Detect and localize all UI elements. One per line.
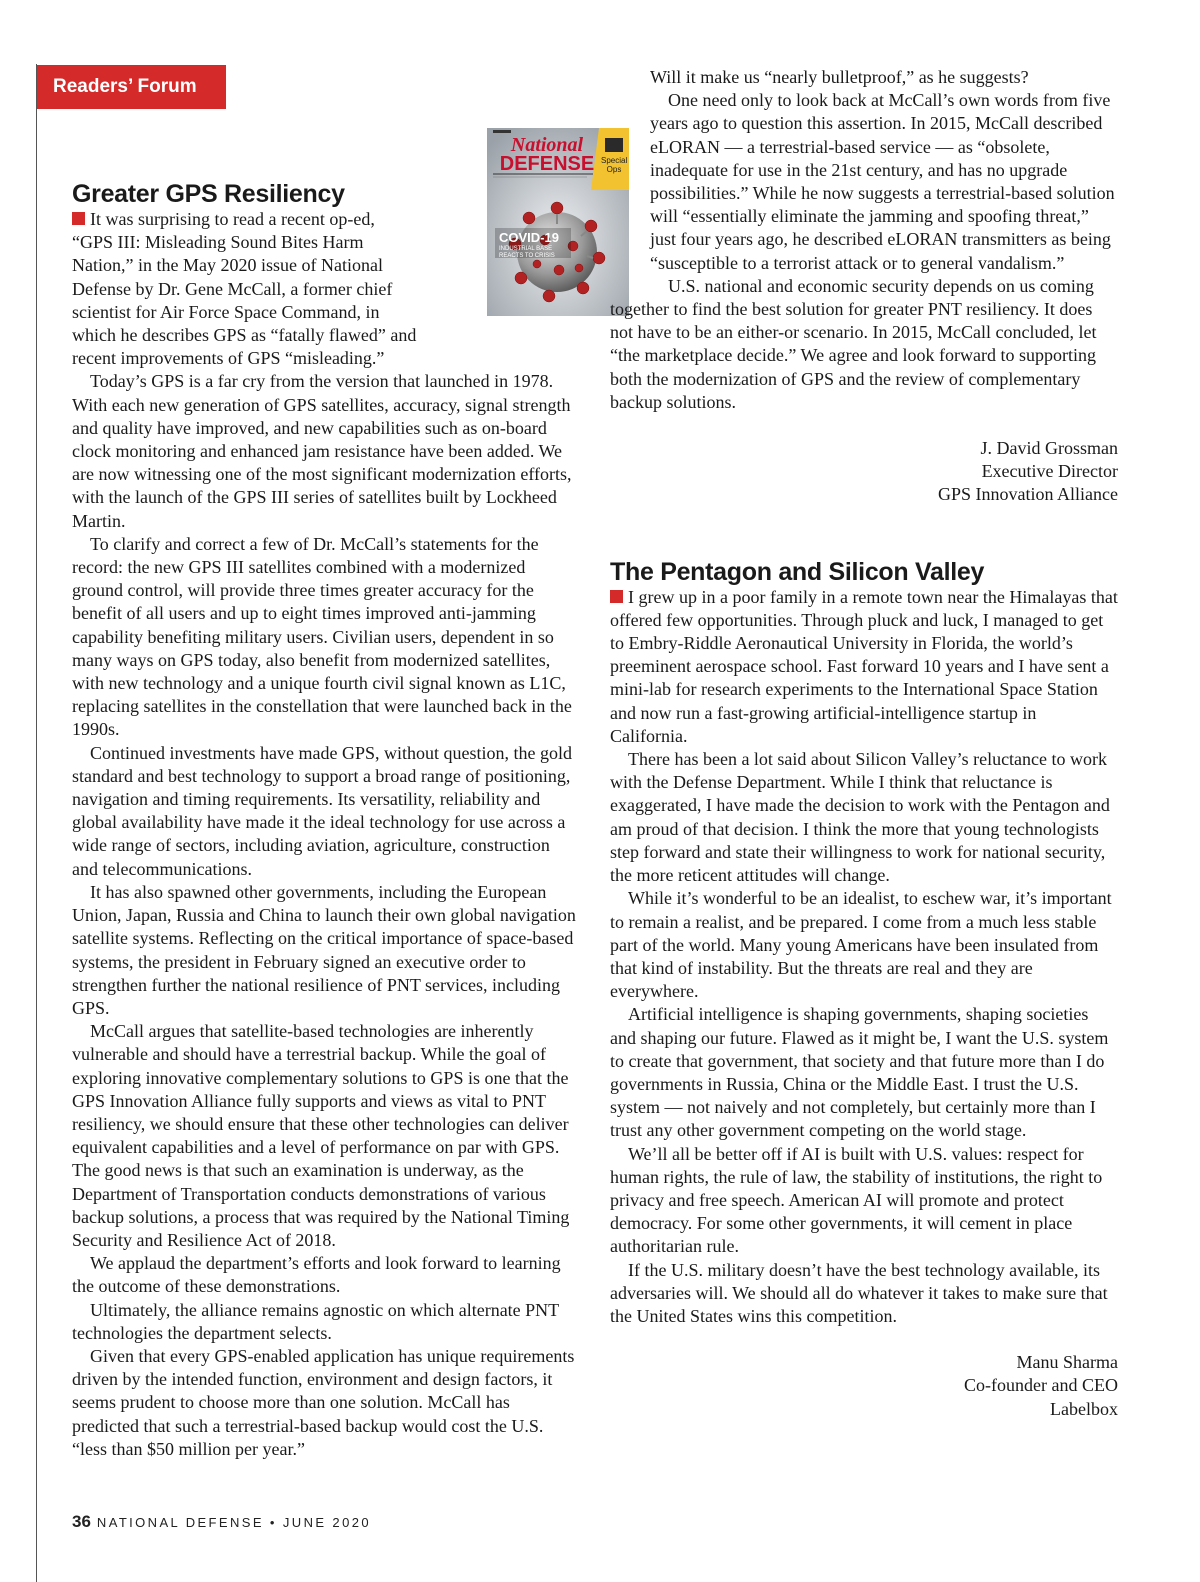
letter1-paragraph: One need only to look back at McCall’s own words from five years ago to question this assertion. In 2015, McCall described eLORAN — a terrestrial-based service — as “obsolete, inadequate for use in the 21st century, and has no upgrade possibilities.” While he now suggests a terrestrial-based solution will “essentially eliminate the jamming and spoofing threat,” just four years ago, he described eLORAN transmitters as being “susceptible to a terrorist attack or to general vandalism.”	[650, 90, 1115, 273]
letter1-signature-org: GPS Innovation Alliance	[938, 484, 1118, 505]
cover-wrap-spacer	[418, 180, 578, 346]
cover-corner-text: Special Ops	[601, 156, 628, 174]
letter1-paragraph: It was surprising to read a recent op-ed, “GPS III: Misleading Sound Bites Harm Nation,” in the May 2020 issue of National Defense by Dr. Gene McCall, a former chief scientist for Air Force Space Command, in which he describes GPS as “fatally flawed” and recent improvements of GPS “misleading.”	[72, 209, 417, 369]
letter1-signature-title: Executive Director	[981, 461, 1118, 482]
letter2-paragraph: While it’s wonderful to be an idealist, to eschew war, it’s important to remain a realist, and be prepared. I come from a much less stable part of the world. Many young Americans have been insulated from that kind of instability. But the threats are real and they are everywhere.	[610, 888, 1112, 1002]
letter1-paragraph: Will it make us “nearly bulletproof,” as he suggests?	[650, 67, 1029, 87]
letter1-paragraph: McCall argues that satellite-based technologies are inherently vulnerable and should have a terrestrial backup. While the goal of exploring innovative complementary solutions to GPS is one that the GPS Innovation Alliance fully supports and views as vital to PNT resiliency, we should ensure that these other technologies can deliver equivalent capabilities and a level of performance on par with GPS. The good news is that such an examination is underway, as the Department of Transportation conducts demonstrations of various backup solutions, a process that was required by the National Timing Security and Resilience Act of 2018.	[72, 1021, 570, 1250]
letter2-paragraph: There has been a lot said about Silicon Valley’s reluctance to work with the Defense Department. While I think that reluctance is exaggerated, I have made the decision to work with the Pentagon and am proud of that decision. I think the more that young technologists step forward and state their willingness to work for national security, the more reticent attitudes will change.	[610, 749, 1110, 886]
cover-masthead-line1: National	[510, 134, 584, 156]
letter1-headline: Greater GPS Resiliency	[72, 180, 345, 208]
cover-wrap-spacer-right	[610, 66, 650, 298]
letter2-signature-title: Co-founder and CEO	[964, 1375, 1118, 1396]
page-number: 36	[72, 1512, 91, 1531]
letter2-paragraph: I grew up in a poor family in a remote town near the Himalayas that offered few opportunities. Through pluck and luck, I managed to get to Embry-Riddle Aeronautical University in Florida, the world’s preeminent aerospace school. Fast forward 10 years and I have sent a mini-lab for research experiments to the International Space Station and now run a fast-growing artificial-intelligence startup in California.	[610, 586, 1118, 746]
cover-masthead	[497, 136, 597, 174]
letter2-signature-org: Labelbox	[1050, 1398, 1118, 1419]
letter1-paragraph: Given that every GPS-enabled application has unique requirements driven by the intended function, environment and design factors, it seems prudent to choose more than one solution. McCall has predicted that such a terrestrial-based backup would cost the U.S. “less than $50 million per year.”	[72, 1345, 575, 1459]
spacer	[610, 414, 1118, 437]
letter1-paragraph: Ultimately, the alliance remains agnostic on which alternate PNT technologies the department selects.	[72, 1299, 559, 1343]
red-square-bullet	[72, 212, 85, 225]
letter1-paragraph: Continued investments have made GPS, without question, the gold standard and best technology to support a broad range of positioning, navigation and timing requirements. Its versatility, reliability and global availability have made it the ideal technology for use across a wide range of sectors, including aviation, agriculture, construction and telecommunications.	[72, 742, 572, 879]
letter1-paragraph: It has also spawned other governments, including the European Union, Japan, Russia and China to launch their own global navigation satellite systems. Reflecting on the critical importance of space-based systems, the president in February signed an executive order to strengthen further the national resilience of PNT services, including GPS.	[72, 881, 576, 1018]
red-square-bullet	[610, 590, 623, 603]
letter1-paragraph: We applaud the department’s efforts and look forward to learning the outcome of these demonstrations.	[72, 1253, 561, 1297]
spacer	[610, 1328, 1118, 1351]
letter2-headline: The Pentagon and Silicon Valley	[610, 557, 985, 586]
letter1-paragraph: Today’s GPS is a far cry from the version that launched in 1978. With each new generation of GPS satellites, accuracy, signal strength and quality have improved, and new capabilities such as on-board clock monitoring and enhanced jam resistance have been added. We are now witnessing one of the most significant modernization efforts, with the launch of the GPS III series of satellites built by Lockheed Martin.	[72, 371, 572, 531]
page-footer	[72, 1512, 371, 1532]
left-column	[72, 180, 578, 1461]
letter2-paragraph: Artificial intelligence is shaping governments, shaping societies and shaping our future. Flawed as it might be, I want the U.S. system to create that government, that society and that future more than I do governments in Russia, China or the Middle East. I trust the U.S. system — not naively and not completely, but certainly more than I trust any other government competing on the world stage.	[610, 1004, 1109, 1141]
letter1-signature-name: J. David Grossman	[980, 438, 1118, 459]
cover-subhead: INDUSTRIAL BASE REACTS TO CRISIS	[499, 246, 555, 259]
left-margin-rule	[36, 64, 37, 1582]
letter1-paragraph: U.S. national and economic security depends on us coming together to find the best solution for greater PNT resiliency. It does not have to be an either-or scenario. In 2015, McCall concluded, let “the marketplace decide.” We agree and look forward to supporting both the modernization of GPS and the review of complementary backup solutions.	[610, 275, 1097, 412]
publication-line: NATIONAL DEFENSE • JUNE 2020	[96, 1515, 371, 1530]
section-tag: Readers’ Forum	[37, 65, 226, 109]
letter1-paragraph: To clarify and correct a few of Dr. McCall’s statements for the record: the new GPS III satellites combined with a modernized ground control, will provide three times greater accuracy for the benefit of all users and up to eight times improved anti-jamming capability benefiting military users. Civilian users, dependent in so many ways on GPS today, also benefit from modernized satellites, with new technology and a unique fourth civil signal known as L1C, replacing satellites in the constellation that were launched back in the 1990s.	[72, 533, 572, 740]
letter2-paragraph: If the U.S. military doesn’t have the best technology available, its adversaries will. We should all do whatever it takes to make sure that the United States wins this competition.	[610, 1259, 1108, 1326]
cover-headline: COVID-19	[499, 230, 559, 245]
right-column	[610, 66, 1118, 1421]
letter2-paragraph: We’ll all be better off if AI is built with U.S. values: respect for human rights, the rule of law, the stability of institutions, the right to privacy and free speech. American AI will promote and protect democracy. For some other governments, it will cement in place authoritarian rule.	[610, 1143, 1103, 1257]
cover-masthead-line2: DEFENSE	[499, 153, 595, 175]
letter2-signature-name: Manu Sharma	[1016, 1352, 1118, 1373]
spacer	[610, 507, 1118, 558]
